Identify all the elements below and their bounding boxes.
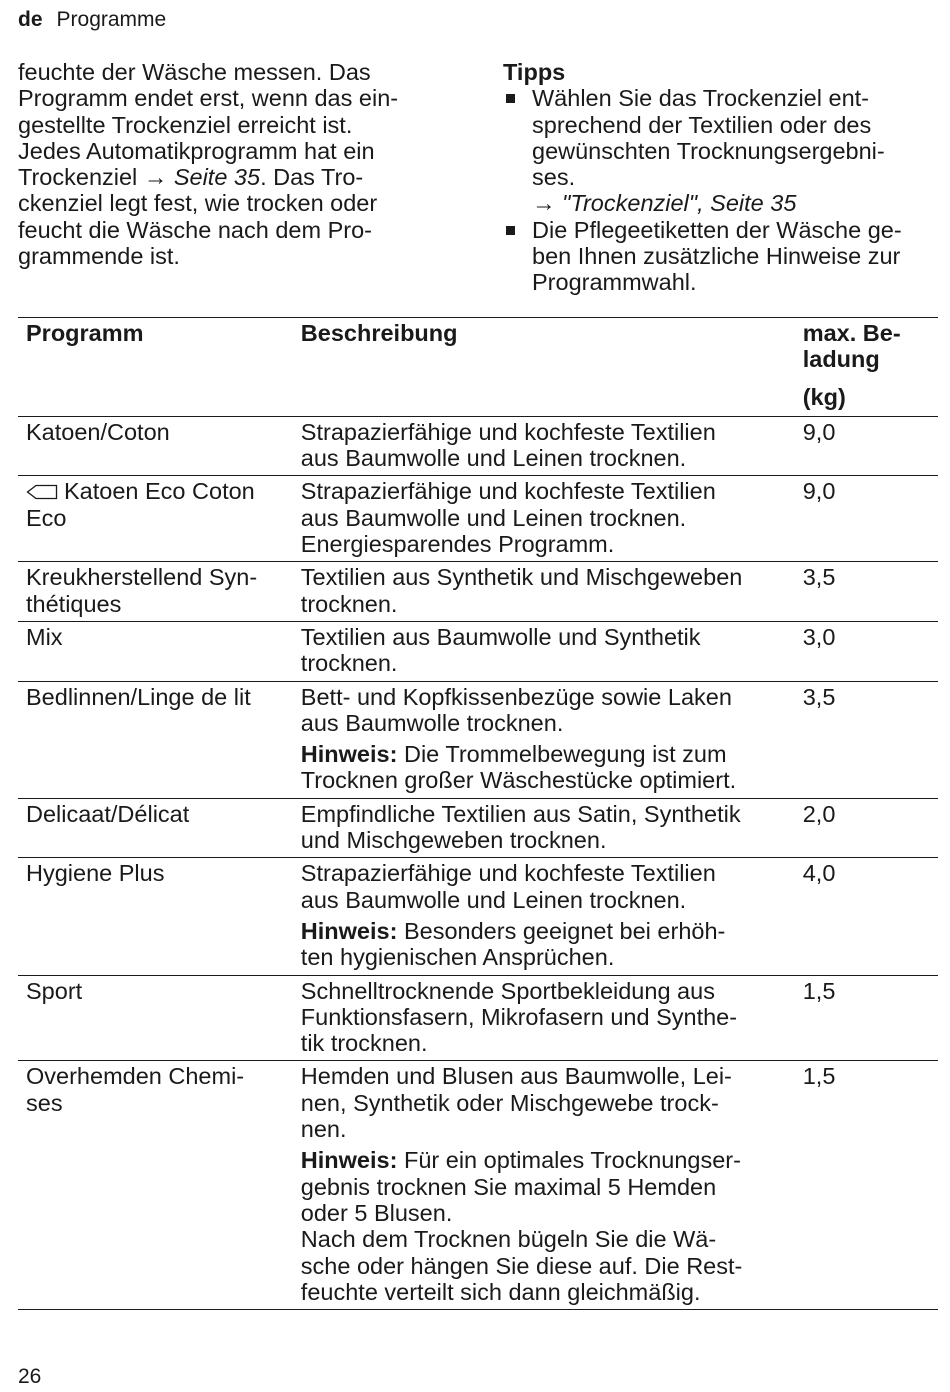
table-row: [18, 798, 938, 858]
tips-line: Die Pflegeetiketten der Wäsche ge-: [532, 216, 902, 243]
tips-line: gewünschten Trocknungsergebni-: [532, 137, 885, 164]
section-title: Programme: [56, 8, 167, 31]
program-load: 4,0: [802, 860, 836, 887]
table-row: [18, 858, 938, 975]
tips-line: ben Ihnen zusätzliche Hinweise zur: [532, 243, 901, 270]
tips-line: sprechend der Textilien oder des: [532, 111, 872, 138]
tips-line: Programmwahl.: [532, 269, 697, 296]
program-description: Strapazierfähige und kochfeste Textilien aus Baumwolle und Leinen trocknen. Hinweis: Besonders geeignet bei erhöh- ten hygienischen Ansprüchen.: [293, 858, 795, 975]
note-label: Hinweis:: [300, 741, 398, 768]
program-load: 9,0: [802, 418, 836, 445]
language-code: de: [18, 8, 43, 31]
program-load: 2,0: [802, 800, 836, 827]
intro-text-post: . Das Tro-: [260, 164, 364, 191]
program-name: Sport: [26, 977, 83, 1004]
intro-line: Jedes Automatikprogramm hat ein: [18, 137, 375, 164]
table-row: [18, 476, 938, 562]
program-load: 3,5: [802, 564, 836, 591]
page-header: [18, 8, 166, 32]
intro-line: [18, 164, 458, 190]
program-name: Mix: [26, 623, 63, 650]
program-table: [18, 317, 938, 1310]
bullet-square-icon: [506, 94, 515, 103]
tips-item: [503, 217, 943, 296]
program-name: Katoen Eco Coton Eco: [26, 478, 255, 531]
header-load-line: max. Be-: [802, 320, 901, 346]
tips-box: [503, 59, 943, 296]
program-description: Textilien aus Synthetik und Mischgeweben trocknen.: [300, 564, 743, 617]
table-row: [18, 1061, 938, 1310]
intro-line: grammende ist.: [18, 243, 180, 270]
program-note: Hinweis: Besonders geeignet bei erhöh-: [300, 917, 726, 944]
header-program: Programm: [26, 320, 144, 346]
intro-line: ckenziel legt fest, wie trocken oder: [18, 190, 378, 217]
intro-line: feuchte der Wäsche messen. Das: [18, 59, 371, 85]
program-name: Overhemden Chemi- ses: [26, 1063, 245, 1116]
program-load: 1,5: [802, 1063, 836, 1090]
table-row: [18, 621, 938, 681]
header-load-unit: (kg): [802, 383, 846, 410]
tips-line: ses.: [532, 164, 576, 191]
program-description: Strapazierfähige und kochfeste Textilien aus Baumwolle und Leinen trocknen. Energiesparendes Programm.: [300, 478, 716, 558]
table-header-row: [18, 318, 938, 417]
tips-title: Tipps: [503, 59, 566, 85]
program-description: Textilien aus Baumwolle und Synthetik trocknen.: [300, 623, 701, 677]
note-label: Hinweis:: [300, 1147, 398, 1174]
program-note: Hinweis: Für ein optimales Trocknungser-: [300, 1147, 741, 1174]
program-description: Empfindliche Textilien aus Satin, Synthetik und Mischgeweben trocknen.: [300, 800, 741, 854]
header-load-line: ladung: [802, 346, 880, 373]
page-reference-link[interactable]: Seite 35: [173, 164, 261, 191]
header-max-load: [795, 318, 938, 417]
intro-text: [18, 59, 458, 269]
intro-text-pre: Trockenziel →: [18, 164, 174, 191]
program-description: Bett- und Kopfkissenbezüge sowie Laken aus Baumwolle trocknen. Hinweis: Die Trommelbewegung ist zum Trocknen großer Wäschestücke optimiert.: [293, 681, 795, 798]
table-row: [18, 975, 938, 1061]
program-load: 3,5: [802, 683, 836, 710]
tips-item: [503, 85, 943, 190]
note-label: Hinweis:: [300, 917, 398, 944]
program-load: 1,5: [802, 977, 836, 1004]
program-name: Kreukherstellend Syn- thétiques: [26, 564, 258, 617]
table-row: [18, 416, 938, 476]
intro-line: gestellte Trockenziel erreicht ist.: [18, 111, 353, 138]
program-load: 9,0: [802, 478, 836, 505]
cross-reference-link[interactable]: → "Trockenziel", Seite 35: [532, 190, 797, 217]
bullet-square-icon: [506, 226, 515, 235]
program-name: Katoen/Coton: [26, 418, 170, 445]
program-description: Strapazierfähige und kochfeste Textilien aus Baumwolle und Leinen trocknen.: [300, 418, 716, 472]
table-row: [18, 681, 938, 798]
intro-line: feucht die Wäsche nach dem Pro-: [18, 216, 372, 243]
table-row: [18, 562, 938, 622]
program-description: Hemden und Blusen aus Baumwolle, Lei- nen, Synthetik oder Mischgewebe trock- nen. Hinweis: Für ein optimales Trocknungser- gebnis trocknen Sie maximal 5 Hemden oder 5 Blusen. Nach dem Trocknen bügeln Sie die Wä- sche oder hängen Sie diese auf. Die Rest- feuchte verteilt sich dann gleichmäßig.: [293, 1061, 795, 1310]
program-description: Schnelltrocknende Sportbekleidung aus Funktionsfasern, Mikrofasern und Synthe- tik trocknen.: [300, 977, 738, 1057]
program-note: Hinweis: Die Trommelbewegung ist zum: [300, 741, 727, 768]
intro-line: Programm endet erst, wenn das ein-: [18, 85, 399, 112]
program-name: Delicaat/Délicat: [26, 800, 190, 827]
eco-label-icon: [26, 484, 58, 500]
tips-line: Wählen Sie das Trockenziel ent-: [532, 85, 869, 112]
program-name: Hygiene Plus: [26, 860, 165, 887]
page-number: 26: [18, 1365, 42, 1388]
header-description: Beschreibung: [300, 320, 458, 346]
program-load: 3,0: [802, 623, 836, 650]
program-name: Bedlinnen/Linge de lit: [26, 683, 251, 710]
